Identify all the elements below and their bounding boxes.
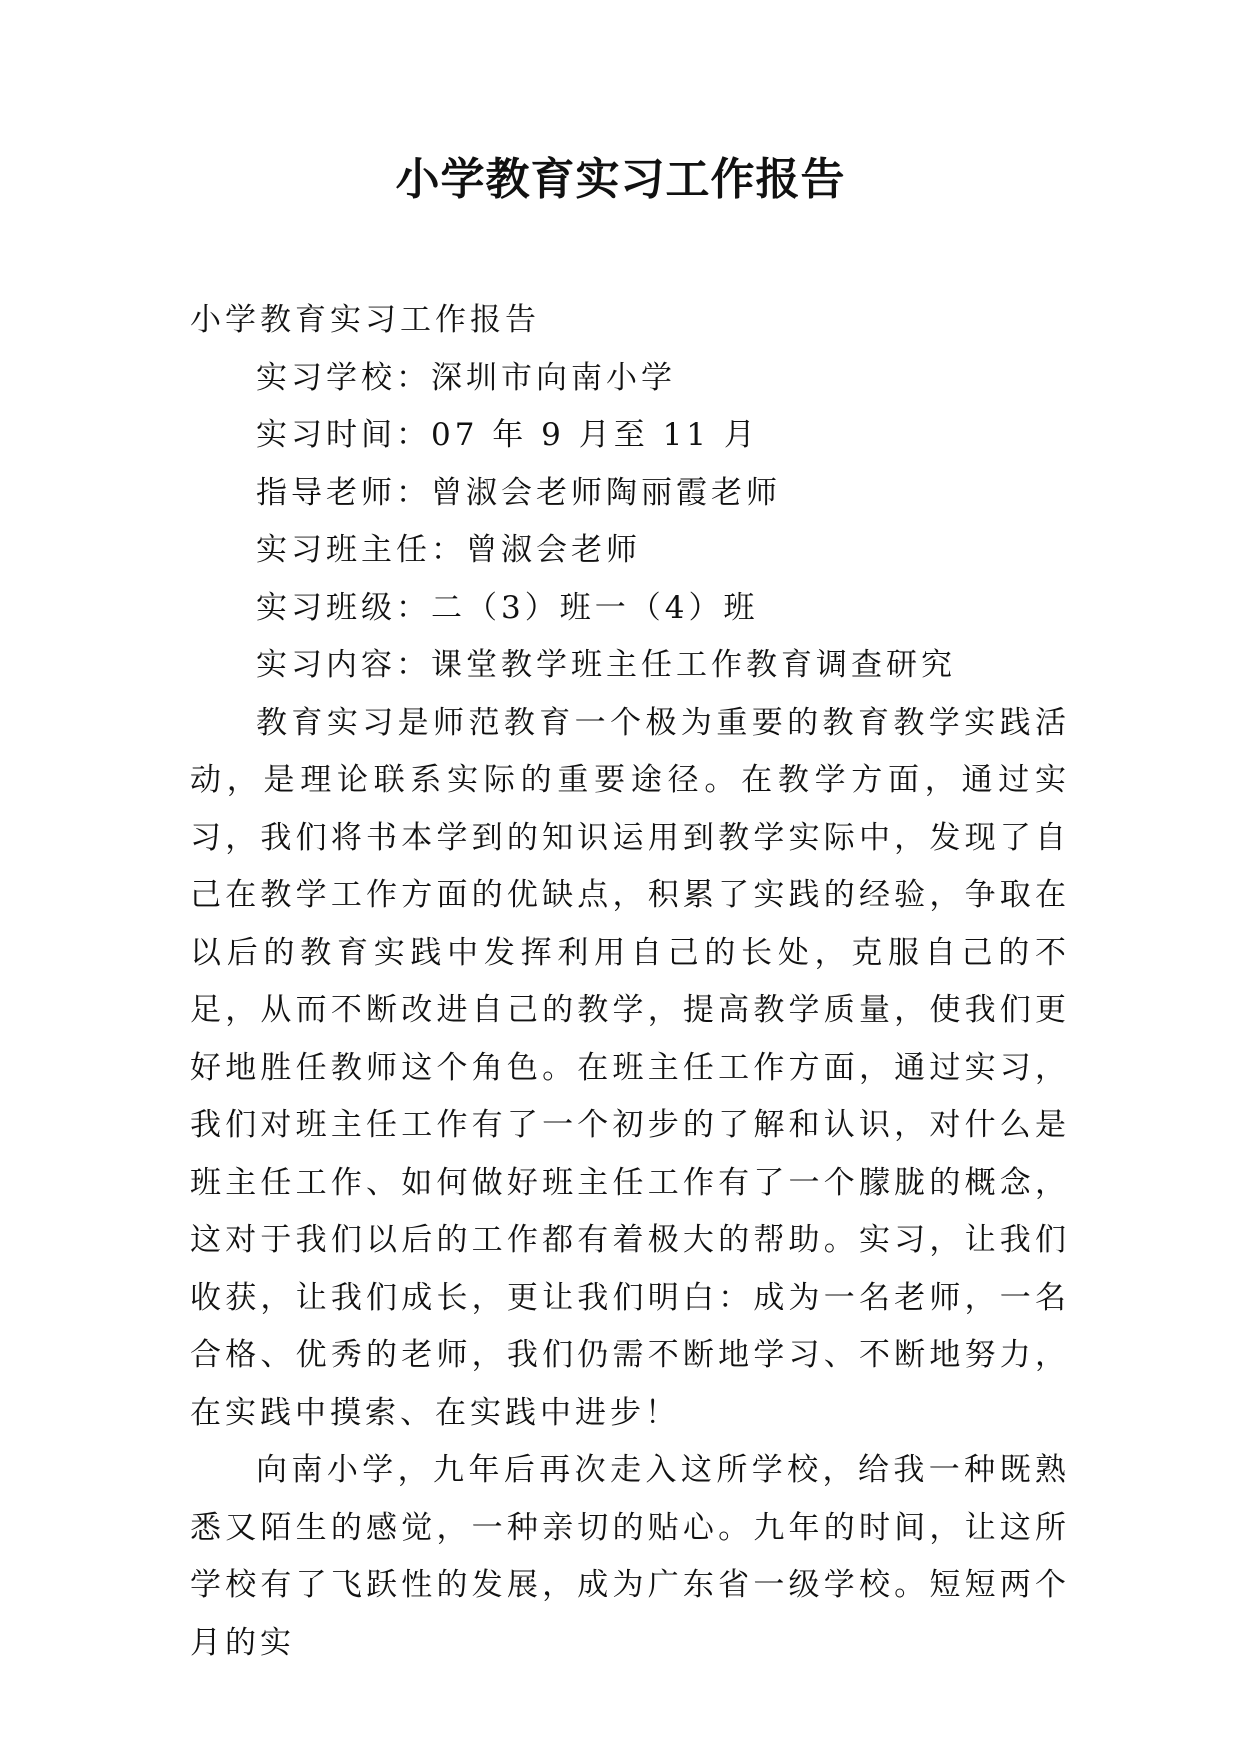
document-body xyxy=(190,292,1070,1672)
body-paragraph: 向南小学，九年后再次走入这所学校，给我一种既熟悉又陌生的感觉，一种亲切的贴心。九年的时间，让这所学校有了飞跃性的发展，成为广东省一级学校。短短两个月的实 xyxy=(190,1452,1070,1661)
document-title: 小学教育实习工作报告 xyxy=(395,154,846,205)
info-line-school: 实习学校：深圳市向南小学 xyxy=(256,359,676,396)
info-line-head-teacher: 实习班主任：曾淑会老师 xyxy=(256,532,641,568)
info-line-time: 实习时间：07 年 9 月至 11 月 xyxy=(256,417,759,453)
body-paragraph: 教育实习是师范教育一个极为重要的教育教学实践活动，是理论联系实际的重要途径。在教学方面，通过实习，我们将书本学到的知识运用到教学实际中，发现了自己在教学工作方面的优缺点，积累了实践的经验，争取在以后的教育实践中发挥利用自己的长处，克服自己的不足，从而不断改进自己的教学，提高教学质量，使我们更好地胜任教师这个角色。在班主任工作方面，通过实习，我们对班主任工作有了一个初步的了解和认识，对什么是班主任工作、如何做好班主任工作有了一个朦胧的概念，这对于我们以后的工作都有着极大的帮助。实习，让我们收获，让我们成长，更让我们明白：成为一名老师，一名合格、优秀的老师，我们仍需不断地学习、不断地努力，在实践中摸索、在实践中进步！ xyxy=(190,704,1070,1431)
info-line-classes: 实习班级：二（3）班一（4）班 xyxy=(256,589,759,626)
info-line-advisors: 指导老师：曾淑会老师陶丽霞老师 xyxy=(256,474,781,511)
info-line-content: 实习内容：课堂教学班主任工作教育调查研究 xyxy=(256,647,956,683)
document-subtitle: 小学教育实习工作报告 xyxy=(190,302,540,338)
